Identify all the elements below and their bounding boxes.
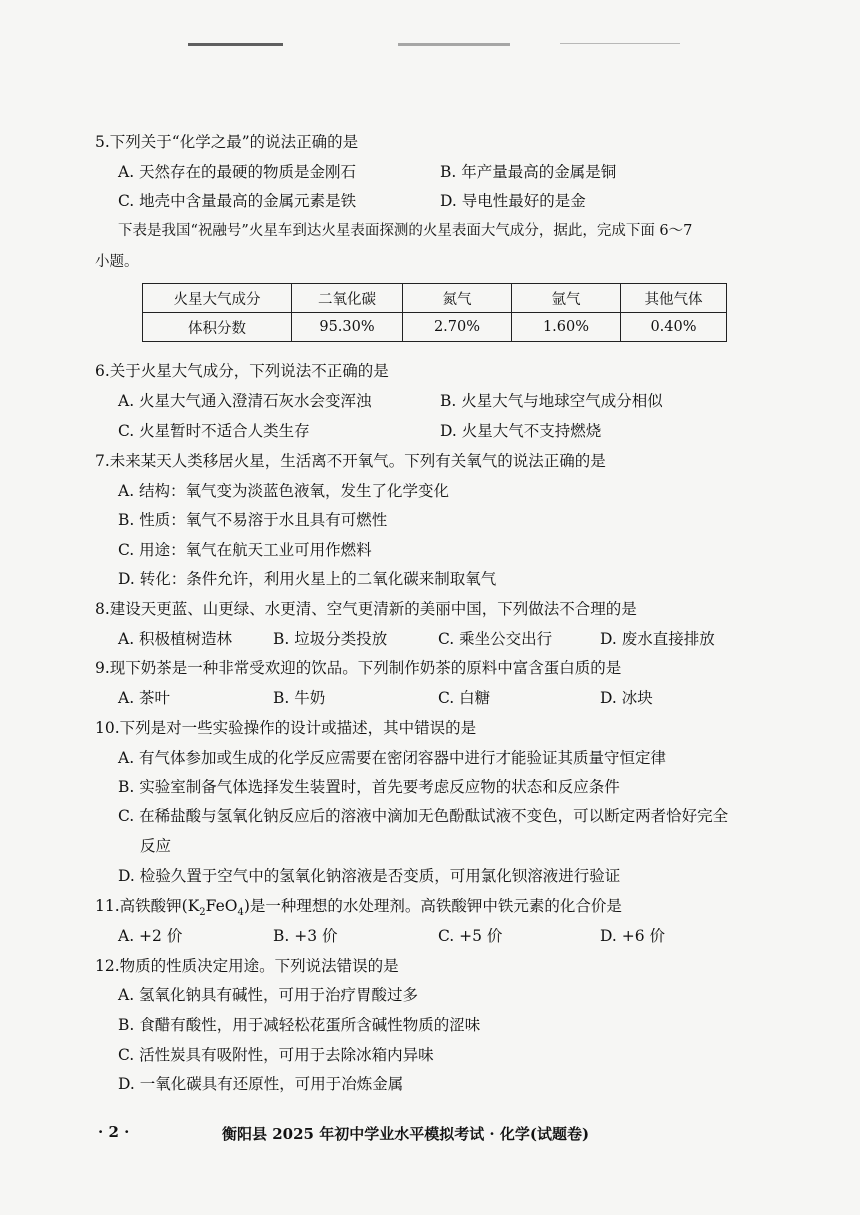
question-7-option-c[interactable]: C. 用途：氧气在航天工业可用作燃料 bbox=[118, 541, 372, 559]
question-11-stem-prefix: 11.高铁酸钾(K bbox=[95, 897, 200, 915]
scan-artifact bbox=[560, 43, 680, 44]
question-7-stem: 7.未来某天人类移居火星，生活离不开氧气。下列有关氧气的说法正确的是 bbox=[95, 452, 606, 470]
question-5-option-a[interactable]: A. 天然存在的最硬的物质是金刚石 bbox=[118, 163, 357, 181]
question-8-option-c[interactable]: C. 乘坐公交出行 bbox=[438, 630, 553, 648]
question-12-option-d[interactable]: D. 一氧化碳具有还原性，可用于冶炼金属 bbox=[118, 1075, 404, 1093]
question-6-stem: 6.关于火星大气成分，下列说法不正确的是 bbox=[95, 362, 389, 380]
table-cell: 0.40% bbox=[621, 313, 727, 342]
question-10-option-c[interactable]: C. 在稀盐酸与氢氧化钠反应后的溶液中滴加无色酚酞试液不变色，可以断定两者恰好完全 bbox=[118, 807, 729, 825]
question-5-option-b[interactable]: B. 年产量最高的金属是铜 bbox=[440, 163, 617, 181]
subscript-4: 4 bbox=[237, 907, 244, 919]
question-11-option-a[interactable]: A. +2 价 bbox=[118, 927, 183, 945]
question-11-option-b[interactable]: B. +3 价 bbox=[273, 927, 338, 945]
question-5-option-d[interactable]: D. 导电性最好的是金 bbox=[440, 192, 586, 210]
question-7-option-a[interactable]: A. 结构：氧气变为淡蓝色液氧，发生了化学变化 bbox=[118, 482, 450, 500]
question-12-option-a[interactable]: A. 氢氧化钠具有碱性，可用于治疗胃酸过多 bbox=[118, 986, 419, 1004]
question-8-option-b[interactable]: B. 垃圾分类投放 bbox=[273, 630, 388, 648]
mars-atmosphere-table bbox=[142, 283, 727, 342]
table-row bbox=[143, 313, 727, 342]
question-9-option-c[interactable]: C. 白糖 bbox=[438, 689, 491, 707]
question-10-option-d[interactable]: D. 检验久置于空气中的氢氧化钠溶液是否变质，可用氯化钡溶液进行验证 bbox=[118, 867, 621, 885]
table-cell: 1.60% bbox=[512, 313, 621, 342]
question-10-option-c-continued: 反应 bbox=[140, 837, 172, 855]
question-9-stem: 9.现下奶茶是一种非常受欢迎的饮品。下列制作奶茶的原料中富含蛋白质的是 bbox=[95, 659, 622, 677]
question-8-option-a[interactable]: A. 积极植树造林 bbox=[118, 630, 233, 648]
question-11-stem bbox=[95, 896, 622, 923]
table-cell: 95.30% bbox=[292, 313, 403, 342]
question-10-option-b[interactable]: B. 实验室制备气体选择发生装置时，首先要考虑反应物的状态和反应条件 bbox=[118, 778, 620, 796]
question-5-option-c[interactable]: C. 地壳中含量最高的金属元素是铁 bbox=[118, 192, 357, 210]
table-header-cell: 氮气 bbox=[403, 284, 512, 313]
question-11-option-c[interactable]: C. +5 价 bbox=[438, 927, 503, 945]
table-header-cell: 火星大气成分 bbox=[143, 284, 292, 313]
question-11-formula: FeO bbox=[205, 897, 238, 915]
question-6-option-d[interactable]: D. 火星大气不支持燃烧 bbox=[440, 422, 602, 440]
scan-artifact bbox=[188, 43, 283, 46]
question-10-option-a[interactable]: A. 有气体参加或生成的化学反应需要在密闭容器中进行才能验证其质量守恒定律 bbox=[118, 749, 667, 767]
question-12-option-b[interactable]: B. 食醋有酸性，用于减轻松花蛋所含碱性物质的涩味 bbox=[118, 1016, 481, 1034]
table-cell: 2.70% bbox=[403, 313, 512, 342]
question-9-option-a[interactable]: A. 茶叶 bbox=[118, 689, 171, 707]
question-5-stem: 5.下列关于“化学之最”的说法正确的是 bbox=[95, 133, 359, 151]
question-12-option-c[interactable]: C. 活性炭具有吸附性，可用于去除冰箱内异味 bbox=[118, 1046, 434, 1064]
question-6-option-a[interactable]: A. 火星大气通入澄清石灰水会变浑浊 bbox=[118, 392, 372, 410]
question-7-option-b[interactable]: B. 性质：氧气不易溶于水且具有可燃性 bbox=[118, 511, 388, 529]
table-intro-line2: 小题。 bbox=[95, 254, 139, 270]
table-cell: 体积分数 bbox=[143, 313, 292, 342]
question-10-stem: 10.下列是对一些实验操作的设计或描述，其中错误的是 bbox=[95, 719, 477, 737]
table-header-cell: 氩气 bbox=[512, 284, 621, 313]
question-12-stem: 12.物质的性质决定用途。下列说法错误的是 bbox=[95, 957, 399, 975]
table-header-cell: 二氧化碳 bbox=[292, 284, 403, 313]
question-11-stem-suffix: )是一种理想的水处理剂。高铁酸钾中铁元素的化合价是 bbox=[243, 897, 622, 915]
question-6-option-b[interactable]: B. 火星大气与地球空气成分相似 bbox=[440, 392, 663, 410]
scan-artifact bbox=[398, 43, 510, 46]
page-number: · 2 · bbox=[98, 1123, 130, 1141]
exam-title-footer: 衡阳县 2025 年初中学业水平模拟考试 · 化学(试题卷) bbox=[222, 1125, 590, 1143]
subscript-2: 2 bbox=[199, 907, 206, 919]
question-8-stem: 8.建设天更蓝、山更绿、水更清、空气更清新的美丽中国，下列做法不合理的是 bbox=[95, 600, 637, 618]
question-11-option-d[interactable]: D. +6 价 bbox=[600, 927, 666, 945]
table-intro-line1: 下表是我国“祝融号”火星车到达火星表面探测的火星表面大气成分，据此，完成下面 6～7 bbox=[118, 223, 693, 239]
question-9-option-b[interactable]: B. 牛奶 bbox=[273, 689, 326, 707]
table-header-row bbox=[143, 284, 727, 313]
question-8-option-d[interactable]: D. 废水直接排放 bbox=[600, 630, 715, 648]
table-header-cell: 其他气体 bbox=[621, 284, 727, 313]
question-9-option-d[interactable]: D. 冰块 bbox=[600, 689, 653, 707]
question-6-option-c[interactable]: C. 火星暂时不适合人类生存 bbox=[118, 422, 310, 440]
question-7-option-d[interactable]: D. 转化：条件允许，利用火星上的二氧化碳来制取氧气 bbox=[118, 570, 497, 588]
